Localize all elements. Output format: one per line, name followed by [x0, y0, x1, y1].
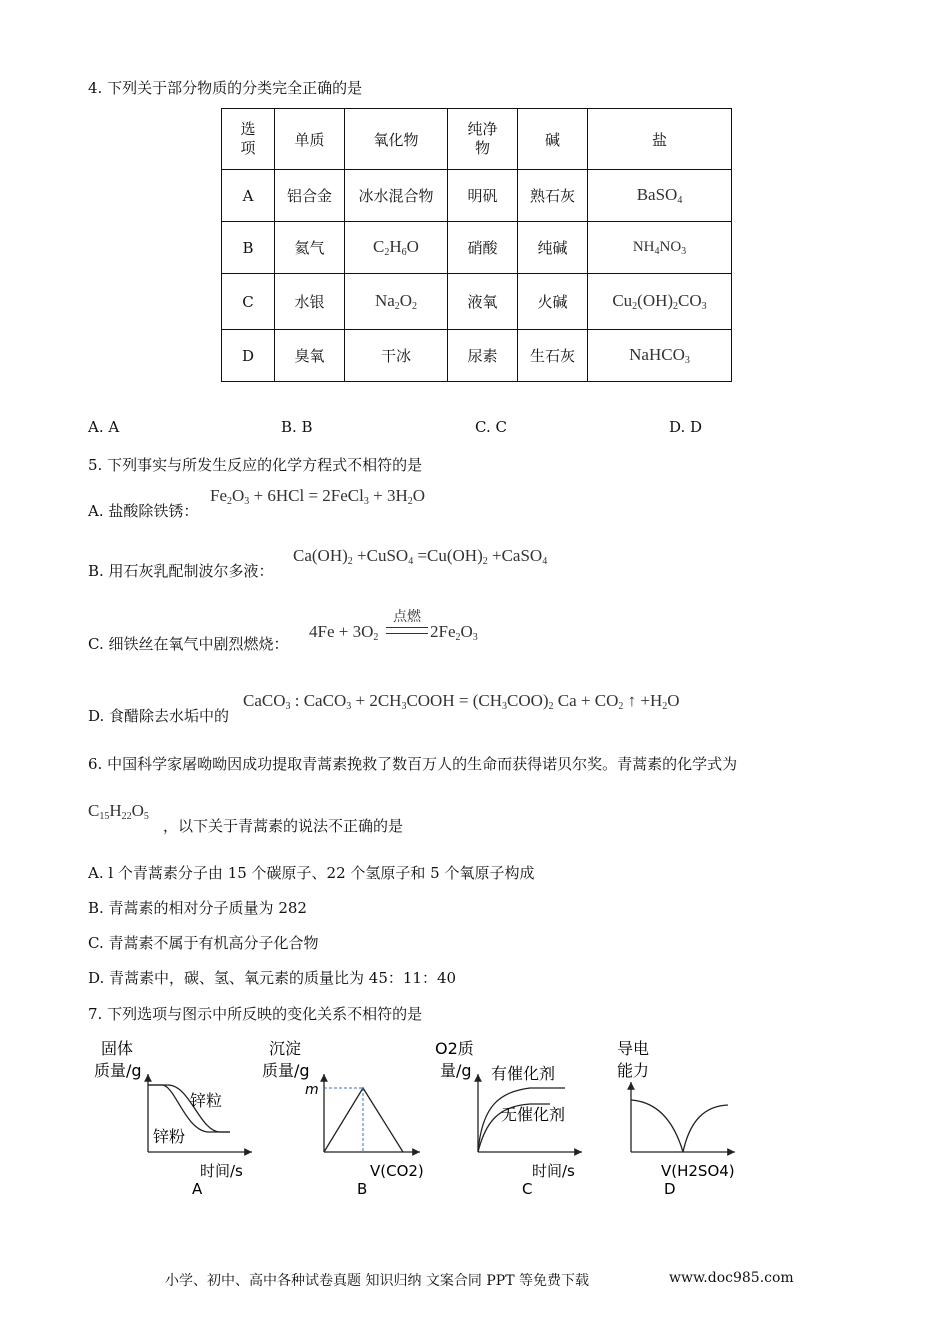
- cell-pure: 尿素: [448, 330, 518, 382]
- header-option-text: 选 项: [240, 120, 256, 157]
- header-pure: [448, 109, 518, 170]
- graph-a-curve-label-1: 锌粒: [190, 1091, 223, 1110]
- cell-pure: 硝酸: [448, 222, 518, 274]
- graph-a-ylabel-1: 固体: [101, 1039, 134, 1058]
- cell-element: 氦气: [275, 222, 345, 274]
- graph-a-curve-label-2: 锌粉: [153, 1127, 186, 1146]
- classification-table: [221, 108, 732, 382]
- graph-d-curve: [631, 1100, 728, 1152]
- q5-option-c-label: C. 细铁丝在氧气中剧烈燃烧：: [88, 635, 289, 653]
- q4-option-b[interactable]: B. B: [281, 418, 313, 436]
- graph-d-xlabel: V(H2SO4): [661, 1162, 735, 1180]
- table-row: [222, 170, 732, 222]
- q7-graphs: [90, 1030, 770, 1205]
- q4-option-a[interactable]: A. A: [88, 418, 120, 436]
- graph-c: [435, 1039, 582, 1198]
- graph-d-label: D: [664, 1180, 676, 1198]
- q5-option-a-equation: $Fe_2O_3 + 6HCl$ = 2FeCl$_3$ + $3H_2O$: [210, 486, 426, 507]
- q5-option-c-condition: 点燃: [393, 609, 421, 625]
- header-salt: 盐: [588, 109, 732, 170]
- cell-element: 铝合金: [275, 170, 345, 222]
- header-base: 碱: [518, 109, 588, 170]
- q5-option-d-equation: CaCO$_3$ : CaCO$_3$ + $2CH_3COOH = (CH_3COO)_2$ $Ca + CO_2$ ↑ $+H_2O$: [243, 691, 680, 712]
- table-row: [222, 222, 732, 274]
- cell-base: 熟石灰: [518, 170, 588, 222]
- q5-option-a-label: A. 盐酸除铁锈：: [88, 502, 199, 520]
- cell-option: C: [222, 274, 275, 330]
- q6-stem-line2: ，以下关于青蒿素的说法不正确的是: [163, 817, 404, 835]
- cell-element: 臭氧: [275, 330, 345, 382]
- q5-option-c-eq-right: $2Fe_2O_3$: [430, 622, 478, 643]
- cell-element: 水银: [275, 274, 345, 330]
- q4-option-d[interactable]: D. D: [669, 418, 703, 436]
- cell-option: B: [222, 222, 275, 274]
- cell-option: D: [222, 330, 275, 382]
- cell-salt: $NH_4NO_3$: [588, 222, 732, 274]
- q7-stem: 7. 下列选项与图示中所反映的变化关系不相符的是: [88, 1005, 423, 1023]
- header-pure-text: 纯净 物: [467, 120, 498, 157]
- q5-option-b-label: B. 用石灰乳配制波尔多液：: [88, 562, 274, 580]
- graph-a: [94, 1039, 252, 1198]
- cell-oxide: $C_2H_6O$: [345, 222, 448, 274]
- graph-a-xlabel: 时间/s: [200, 1162, 243, 1180]
- table-row: [222, 274, 732, 330]
- q5-option-b-equation: $Ca(OH)_2$ +CuSO$_4$ $=Cu(OH)_2$ +CaSO$_4$: [293, 546, 548, 567]
- graph-d: [617, 1039, 735, 1198]
- graph-b-ylabel-2: 质量/g: [262, 1061, 310, 1080]
- graph-c-curve-label-2: 无催化剂: [501, 1105, 566, 1124]
- cell-oxide: 干冰: [345, 330, 448, 382]
- cell-option: A: [222, 170, 275, 222]
- q6-option-c[interactable]: C. 青蒿素不属于有机高分子化合物: [88, 934, 319, 952]
- cell-oxide: 冰水混合物: [345, 170, 448, 222]
- cell-pure: 明矾: [448, 170, 518, 222]
- cell-pure: 液氧: [448, 274, 518, 330]
- q6-formula: $C_{15}H_{22}O_5$: [88, 801, 149, 822]
- cell-oxide: $Na_2O_2$: [345, 274, 448, 330]
- graph-a-label: A: [192, 1180, 203, 1198]
- header-element: 单质: [275, 109, 345, 170]
- graph-a-ylabel-2: 质量/g: [94, 1061, 142, 1080]
- q6-option-b[interactable]: B. 青蒿素的相对分子质量为 282: [88, 899, 307, 917]
- q4-option-c[interactable]: C. C: [475, 418, 507, 436]
- graph-b-peak-label: m: [305, 1082, 319, 1098]
- graph-c-xlabel: 时间/s: [532, 1162, 575, 1180]
- cell-base: 生石灰: [518, 330, 588, 382]
- graph-c-curve-label-1: 有催化剂: [491, 1064, 556, 1083]
- footer-text: 小学、初中、高中各种试卷真题 知识归纳 文案合同 PPT 等免费下载: [165, 1273, 589, 1289]
- q5-option-c-eq-left: $4Fe + 3O_2$: [309, 622, 379, 643]
- graph-b: [262, 1039, 424, 1198]
- graph-d-ylabel-2: 能力: [617, 1061, 650, 1080]
- graph-c-ylabel-1: O2质: [435, 1039, 474, 1058]
- header-option: [222, 109, 275, 170]
- q4-stem: 4. 下列关于部分物质的分类完全正确的是: [88, 79, 363, 97]
- graph-b-xlabel: V(CO2): [370, 1162, 424, 1180]
- graph-b-label: B: [357, 1180, 368, 1198]
- graph-c-label: C: [522, 1180, 533, 1198]
- q5-option-d-label: D. 食醋除去水垢中的: [88, 707, 230, 725]
- table-row: [222, 330, 732, 382]
- q6-option-a[interactable]: A. l 个青蒿素分子由 15 个碳原子、22 个氢原子和 5 个氧原子构成: [88, 864, 535, 882]
- q5-stem: 5. 下列事实与所发生反应的化学方程式不相符的是: [88, 456, 423, 474]
- q6-stem-line1: 6. 中国科学家屠呦呦因成功提取青蒿素挽救了数百万人的生命而获得诺贝尔奖。青蒿素的化学式为: [88, 755, 738, 773]
- cell-salt: BaSO$_4$: [588, 170, 732, 222]
- cell-salt: $Cu_2(OH)_2CO_3$: [588, 274, 732, 330]
- header-oxide: 氧化物: [345, 109, 448, 170]
- cell-salt: NaHCO$_3$: [588, 330, 732, 382]
- footer-url[interactable]: www.doc985.com: [669, 1270, 794, 1286]
- cell-base: 火碱: [518, 274, 588, 330]
- q6-option-d[interactable]: D. 青蒿素中，碳、氢、氧元素的质量比为 45：11：40: [88, 969, 457, 987]
- cell-base: 纯碱: [518, 222, 588, 274]
- reaction-arrow-icon: [386, 627, 428, 634]
- graph-d-ylabel-1: 导电: [617, 1039, 650, 1058]
- graph-b-ylabel-1: 沉淀: [269, 1039, 302, 1058]
- graph-c-ylabel-2: 量/g: [440, 1061, 472, 1080]
